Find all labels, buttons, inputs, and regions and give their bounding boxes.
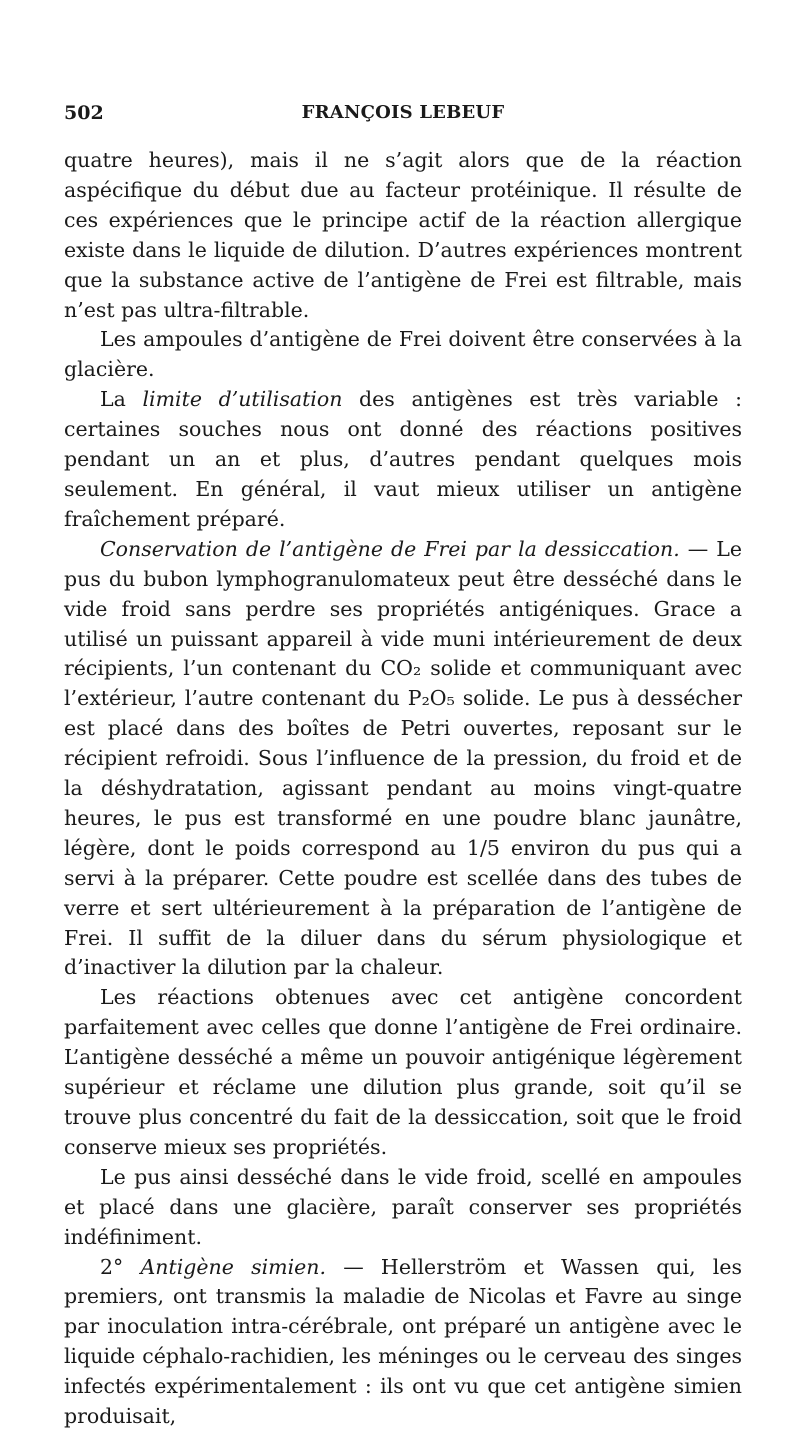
running-title: FRANÇOIS LEBEUF	[301, 102, 505, 123]
paragraph-text: — Le pus du bubon lymphogranulomateux peut être desséché dans le vide froid sans perdre ses propriétés antigéniques. Grace a utilisé un puissant appareil à vide muni intérieurement de deux récipients, l’un contenant du CO₂ solide et communiquant avec l’extérieur, l’autre contenant du P₂O₅ solide. Le pus à dessécher est placé dans des boîtes de Petri ouvertes, reposant sur le récipient refroidi. Sous l’influence de la pression, du froid et de la déshydratation, agissant pendant au moins vingt-quatre heures, le pus est transformé en une poudre blanc jaunâtre, légère, dont le poids correspond au 1/5 environ du pus qui a servi à la préparer. Cette poudre est scellée dans des tubes de verre et sert ultérieurement à la préparation de l’antigène de Frei. Il suffit de la diluer dans du sérum physiologique et d’inactiver la dilution par la chaleur.	[64, 536, 742, 980]
section-heading-italic: Conservation de l’antigène de Frei par la dessiccation.	[100, 536, 680, 561]
paragraph-italic: limite d’utilisation	[142, 387, 343, 412]
page-header	[64, 102, 742, 132]
paragraph-text: quatre heures), mais il ne s’agit alors que de la réaction aspécifique du début due au facteur protéinique. Il résulte de ces expériences que le principe actif de la réaction allergique existe dans le liquide de dilution. D’autres expériences montrent que la substance active de l’antigène de Frei est filtrable, mais n’est pas ultra-filtrable.	[64, 148, 742, 322]
body-text	[64, 146, 742, 1432]
paragraph-lead: 2°	[100, 1254, 141, 1279]
section-heading-italic: Antigène simien.	[140, 1254, 327, 1279]
page-number: 502	[64, 102, 104, 124]
paragraph-6	[64, 1163, 742, 1253]
paragraph-5	[64, 983, 742, 1162]
paragraph-3	[64, 385, 742, 535]
paragraph-text: — Hellerström et Wassen qui, les premiers, ont transmis la maladie de Nicolas et Favre au singe par inoculation intra-cérébrale, ont préparé un antigène avec le liquide céphalo-rachidien, les méninges ou le cerveau des singes infectés expérimentalement : ils ont vu que cet antigène simien produisait,	[64, 1254, 742, 1429]
paragraph-4	[64, 535, 742, 984]
paragraph-lead: La	[100, 387, 143, 412]
paragraph-2	[64, 325, 742, 385]
paragraph-1	[64, 146, 742, 325]
paragraph-text: Le pus ainsi desséché dans le vide froid, scellé en ampoules et placé dans une glacière, paraît conserver ses propriétés indéfiniment.	[64, 1164, 742, 1249]
paragraph-7	[64, 1253, 742, 1432]
paragraph-text: Les ampoules d’antigène de Frei doivent être conservées à la glacière.	[64, 327, 742, 382]
paragraph-text: Les réactions obtenues avec cet antigène concordent parfaitement avec celles que donne l’antigène de Frei ordinaire. L’antigène desséché a même un pouvoir antigénique légèrement supérieur et réclame une dilution plus grande, soit qu’il se trouve plus concentré du fait de la dessiccation, soit que le froid conserve mieux ses propriétés.	[64, 985, 742, 1159]
paragraph-text: des antigènes est très variable : certaines souches nous ont donné des réactions positives pendant un an et plus, d’autres pendant quelques mois seulement. En général, il vaut mieux utiliser un antigène fraîchement préparé.	[64, 387, 742, 531]
